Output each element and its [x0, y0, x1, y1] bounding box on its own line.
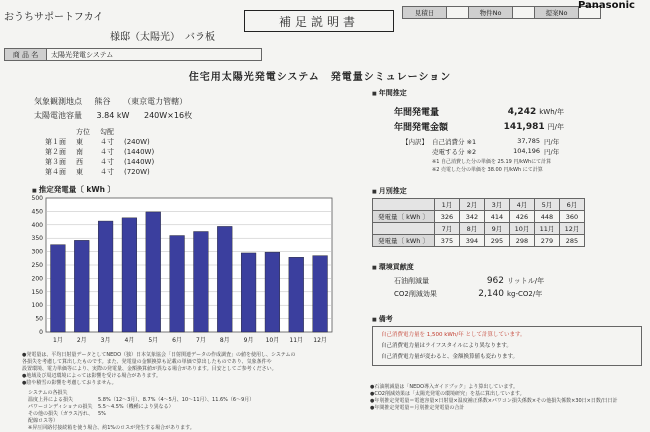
dir-azimuth: 南: [76, 148, 83, 156]
annual-note: ※1 自己消費した分の単価を 25.19 円/kWhにて計算: [432, 159, 552, 165]
env-row: [394, 274, 594, 287]
bar: [51, 245, 66, 332]
x-tick-label: 5月: [148, 337, 159, 344]
bar: [170, 236, 185, 332]
dir-watt: (240W): [124, 138, 150, 146]
annual-amount-row: [394, 119, 564, 134]
capacity-row: [34, 110, 204, 121]
env-row: [394, 287, 594, 300]
dir-azimuth: 東: [76, 138, 83, 146]
monthly-month: 12月: [560, 223, 585, 235]
footnote-line: ●石油削減量は「NEDO導入ガイドブック」より算出しています。: [370, 384, 519, 390]
capacity-value: 3.84 kW: [96, 111, 130, 120]
x-tick-label: 6月: [172, 337, 182, 344]
bar: [313, 256, 328, 332]
annual-amount-unit: 円/年: [547, 122, 564, 131]
monthly-month: 7月: [435, 223, 460, 235]
monthly-month: 6月: [560, 199, 585, 211]
system-loss-row: [28, 404, 254, 411]
dir-row: [40, 167, 159, 177]
x-tick-label: 2月: [76, 337, 87, 344]
monthly-month: 1月: [435, 199, 460, 211]
system-loss: [28, 390, 254, 432]
env-value: 962: [486, 275, 504, 286]
location-label: 気象観測地点: [34, 97, 82, 106]
capacity-detail: 240W×16枚: [144, 111, 193, 120]
bar: [265, 252, 280, 332]
bar: [194, 232, 209, 333]
monthly-month: 3月: [485, 199, 510, 211]
dir-watt: (720W): [124, 168, 150, 176]
footnote-right: [370, 384, 648, 412]
dir-header-azimuth: 方位: [76, 128, 90, 136]
direction-table: [40, 127, 159, 177]
dir-watt: (1440W): [124, 148, 155, 156]
bar: [241, 253, 256, 332]
dir-slope: ４寸: [100, 138, 114, 146]
monthly-value: 279: [535, 235, 560, 247]
meta-table: [402, 6, 601, 19]
breakdown-head: 【内訳】: [402, 137, 428, 146]
dir-slope: ４寸: [100, 148, 114, 156]
system-loss-head: システムの各損失: [28, 390, 68, 396]
y-tick-label: 100: [31, 302, 43, 310]
footnote-line: ●陰や積雪の影響を考慮しておりません。: [22, 380, 117, 386]
breakdown-value: 37,785: [517, 137, 540, 145]
brand-logo: Panasonic: [578, 0, 635, 11]
y-tick-label: 400: [31, 221, 43, 229]
dir-face: 第４面: [45, 168, 66, 176]
system-loss-label: 温度上昇による損失: [28, 397, 74, 403]
annual-heading: ■ 年間推定: [372, 88, 407, 98]
monthly-row-label: 発電量〔 kWh 〕: [373, 235, 435, 247]
footnote-line: 各損失を考慮して算出したものです。また、発電量の金額換算も記載の単価で算出したものであり、気象条件や: [22, 359, 272, 365]
monthly-value: 360: [560, 211, 585, 223]
annual-notes: [432, 158, 551, 174]
main-title: 住宅用太陽光発電システム 発電量シミュレーション: [188, 72, 452, 83]
meta-label-proposal: 提案No: [535, 7, 579, 19]
y-tick-label: 200: [31, 275, 43, 283]
system-loss-value: 5%: [98, 411, 106, 417]
annual-amount-label: 年間発電金額: [394, 123, 449, 133]
env-unit: リットル/年: [507, 276, 545, 285]
breakdown: [402, 136, 602, 156]
dir-row: [40, 157, 159, 167]
x-tick-label: 12月: [313, 337, 327, 344]
capacity-label: 太陽電池容量: [34, 111, 82, 120]
system-loss-label: ※昇圧回路付接続箱を使う場合、約1%のロスが発生する場合があります。: [28, 425, 195, 431]
monthly-table: [372, 198, 585, 247]
y-tick-label: 500: [31, 195, 43, 202]
remarks-box: [372, 326, 642, 366]
monthly-value: 295: [485, 235, 510, 247]
breakdown-label: 売電する分 ※2: [432, 147, 477, 156]
y-tick-label: 350: [31, 235, 43, 243]
annual-note: ※2 売電した分の単価を 38.00 円/kWh にて計算: [432, 167, 543, 173]
footnote-line: ●地域及び周辺環境によっては影響を受ける場合があります。: [22, 373, 161, 379]
dir-face: 第３面: [45, 158, 66, 166]
location-row: [34, 96, 197, 107]
annual-generation-value: 4,242: [507, 106, 537, 117]
location-provider: （東京電力管轄）: [123, 97, 188, 106]
generation-bar-chart: [20, 192, 340, 350]
y-tick-label: 50: [35, 315, 43, 323]
breakdown-label: 自己消費分 ※1: [432, 137, 477, 146]
x-tick-label: 7月: [196, 337, 206, 344]
x-tick-label: 1月: [53, 337, 63, 344]
monthly-value: 426: [510, 211, 535, 223]
meta-label-property: 物件No: [469, 7, 513, 19]
env-unit: kg-CO2/年: [507, 289, 543, 298]
monthly-month: 4月: [510, 199, 535, 211]
monthly-value: 414: [485, 211, 510, 223]
breakdown-row: [402, 136, 602, 146]
bar: [74, 240, 89, 332]
x-tick-label: 11月: [289, 337, 304, 344]
footnote-line: ●CO2削減効果は「太陽光発電の環境研究」を基に算出しています。: [370, 391, 525, 397]
bar: [146, 212, 161, 332]
footnote-line: ●年間推定発電量＝月別推定発電量の合計: [370, 405, 465, 411]
dir-row: [40, 147, 159, 157]
y-tick-label: 300: [31, 248, 43, 256]
monthly-value: 298: [510, 235, 535, 247]
product-value: 太陽光発電システム: [51, 50, 114, 59]
company-name: おうちサポートフカイ: [4, 12, 104, 23]
dir-face: 第２面: [45, 148, 66, 156]
system-loss-row: [28, 425, 254, 432]
monthly-value: 448: [535, 211, 560, 223]
meta-value-property: [513, 7, 535, 19]
remarks-heading: ■ 備考: [372, 314, 393, 324]
footnote-line: ●発電量は、平均日射量データとしてNEDO（独）日本気象協会「日射関連データの作成調査」の値を使用し、システムの: [22, 352, 296, 358]
meta-value-date: [447, 7, 469, 19]
dir-header-slope: 勾配: [100, 128, 114, 136]
monthly-month: 9月: [485, 223, 510, 235]
system-loss-label: その他の損失（ガラス汚れ、配線ロス等）: [28, 411, 94, 424]
y-tick-label: 150: [31, 288, 43, 296]
footnote-line: 設置環境、電力単価等により、実際の発電量、金額換算値が異なる場合があります。目安としてご参考ください。: [22, 366, 277, 372]
y-tick-label: 250: [31, 262, 43, 269]
remark-line: 自己消費電力量を 1,500 kWh/年 として計算しています。: [381, 332, 526, 338]
monthly-value: 375: [435, 235, 460, 247]
environment-summary: [394, 274, 594, 300]
monthly-heading: ■ 月別推定: [372, 186, 407, 196]
monthly-month: 5月: [535, 199, 560, 211]
bar: [217, 226, 232, 332]
product-row: [4, 48, 262, 61]
dir-row: [40, 137, 159, 147]
monthly-value: 342: [460, 211, 485, 223]
product-label: 商 品 名: [5, 49, 47, 60]
system-loss-value: 5.5〜4.5%（機種により異なる）: [98, 404, 174, 410]
monthly-value: 394: [460, 235, 485, 247]
bar: [98, 221, 113, 332]
dir-azimuth: 西: [76, 158, 83, 166]
dir-watt: (1440W): [124, 158, 155, 166]
dir-face: 第１面: [45, 138, 66, 146]
y-tick-label: 450: [31, 208, 43, 216]
breakdown-unit: 円/年: [544, 137, 560, 146]
x-tick-label: 3月: [100, 337, 111, 344]
dir-header-blank: [40, 127, 71, 137]
monthly-value: 285: [560, 235, 585, 247]
breakdown-unit: 円/年: [544, 147, 560, 156]
annual-summary: [394, 104, 564, 134]
environment-heading: ■ 環境貢献度: [372, 262, 414, 272]
document-title: 補足説明書: [244, 10, 394, 32]
dir-header-watt: [119, 127, 159, 137]
bar: [289, 257, 304, 332]
breakdown-row: [402, 146, 602, 156]
customer-name: 様邸（太陽光） バラ板: [110, 32, 215, 43]
remark-line: 自己消費電力量はライフスタイルにより異なります。: [381, 343, 512, 349]
footnote-line: ●年別推定発電量＝電池容量×日射量×温度補正係数×パワコン損失係数×その他損失係数×30日×日数/日日計: [370, 398, 618, 404]
remark-line: 自己消費電力量が変わると、金額換算値も変わります。: [381, 354, 519, 360]
meta-label-date: 見積日: [403, 7, 447, 19]
monthly-row-label: 発電量〔 kWh 〕: [373, 211, 435, 223]
monthly-month: 8月: [460, 223, 485, 235]
x-tick-label: 9月: [243, 337, 254, 344]
annual-amount-value: 141,981: [503, 121, 545, 132]
x-tick-label: 8月: [219, 337, 230, 344]
annual-generation-unit: kWh/年: [539, 107, 564, 116]
monthly-month: 11月: [535, 223, 560, 235]
system-loss-row: [28, 411, 254, 425]
env-label: 石油削減量: [394, 276, 429, 285]
x-tick-label: 4月: [124, 337, 135, 344]
annual-generation-label: 年間発電量: [394, 108, 440, 118]
monthly-month: 10月: [510, 223, 535, 235]
chart-title: ■ 推定発電量〔 kWh 〕: [32, 184, 115, 195]
dir-azimuth: 東: [76, 168, 83, 176]
monthly-month: 2月: [460, 199, 485, 211]
y-tick-label: 0: [39, 329, 43, 336]
breakdown-value: 104,196: [513, 147, 540, 155]
dir-slope: ４寸: [100, 168, 114, 176]
env-value: 2,140: [478, 288, 504, 299]
monthly-value: 326: [435, 211, 460, 223]
env-label: CO2削減効果: [394, 289, 437, 298]
dir-slope: ４寸: [100, 158, 114, 166]
annual-generation-row: [394, 104, 564, 119]
system-loss-value: 5.8%（12〜3月）、8.7%（4〜5月、10〜11月）、11.6%（6〜9月）: [98, 397, 255, 403]
system-loss-label: パワーコンディショナの損失: [28, 404, 93, 410]
bar: [122, 218, 137, 332]
footnote-left: [22, 352, 352, 387]
x-tick-label: 10月: [265, 337, 280, 344]
system-loss-row: [28, 397, 254, 404]
location-city: 熊谷: [94, 97, 111, 106]
